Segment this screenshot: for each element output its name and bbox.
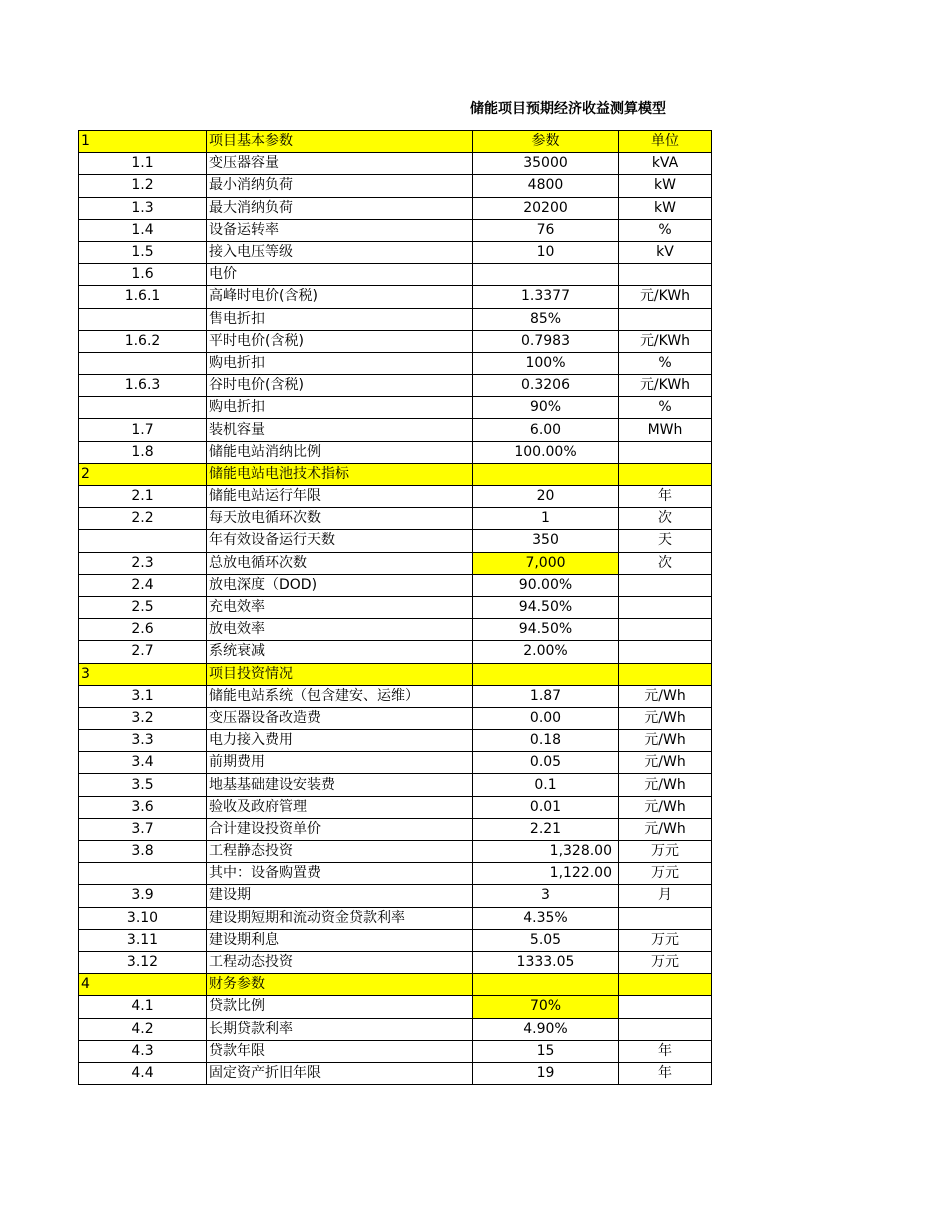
table-row	[79, 907, 712, 929]
cell-name[interactable]: 最大消纳负荷	[207, 197, 473, 219]
cell-number[interactable]	[79, 530, 207, 552]
section-blank	[473, 663, 619, 685]
cell-value[interactable]: 90%	[473, 397, 619, 419]
cell-name[interactable]: 贷款比例	[207, 996, 473, 1018]
table-row	[79, 330, 712, 352]
section-blank	[619, 463, 712, 485]
cell-unit[interactable]	[619, 574, 712, 596]
cell-number[interactable]: 3.1	[79, 685, 207, 707]
cell-number[interactable]: 1.5	[79, 241, 207, 263]
cell-value[interactable]: 19	[473, 1062, 619, 1084]
section-header-finance	[79, 974, 712, 996]
cell-unit[interactable]: 元/Wh	[619, 685, 712, 707]
section-title: 财务参数	[207, 974, 473, 996]
cell-unit[interactable]	[619, 1018, 712, 1040]
table-row	[79, 863, 712, 885]
cell-value[interactable]: 0.3206	[473, 375, 619, 397]
table-row	[79, 552, 712, 574]
economic-model-table	[78, 130, 712, 1085]
cell-number[interactable]: 4.1	[79, 996, 207, 1018]
cell-unit[interactable]: 次	[619, 552, 712, 574]
cell-unit[interactable]: 元/Wh	[619, 818, 712, 840]
section-blank	[619, 974, 712, 996]
cell-value[interactable]: 1	[473, 508, 619, 530]
cell-name[interactable]: 最小消纳负荷	[207, 175, 473, 197]
cell-name[interactable]: 谷时电价(含税)	[207, 375, 473, 397]
cell-value[interactable]: 1333.05	[473, 951, 619, 973]
table-row	[79, 1062, 712, 1084]
cell-name[interactable]: 变压器设备改造费	[207, 707, 473, 729]
cell-number[interactable]: 2.7	[79, 641, 207, 663]
table-row	[79, 375, 712, 397]
cell-unit[interactable]: 万元	[619, 951, 712, 973]
cell-unit[interactable]: 年	[619, 1040, 712, 1062]
table-row	[79, 730, 712, 752]
cell-number[interactable]: 3.12	[79, 951, 207, 973]
cell-value[interactable]: 4.35%	[473, 907, 619, 929]
cell-name[interactable]: 验收及政府管理	[207, 796, 473, 818]
section-number: 4	[79, 974, 207, 996]
table-row	[79, 641, 712, 663]
cell-number[interactable]	[79, 397, 207, 419]
cell-name[interactable]: 电价	[207, 264, 473, 286]
cell-value[interactable]: 94.50%	[473, 596, 619, 618]
table-row	[79, 241, 712, 263]
cell-unit[interactable]	[619, 907, 712, 929]
table-row	[79, 929, 712, 951]
cell-name[interactable]: 前期费用	[207, 752, 473, 774]
cell-number[interactable]: 3.6	[79, 796, 207, 818]
table-row	[79, 264, 712, 286]
cell-value[interactable]: 5.05	[473, 929, 619, 951]
cell-value[interactable]: 0.05	[473, 752, 619, 774]
cell-value[interactable]: 20	[473, 486, 619, 508]
cell-value[interactable]: 85%	[473, 308, 619, 330]
cell-value[interactable]: 6.00	[473, 419, 619, 441]
cell-number[interactable]: 3.2	[79, 707, 207, 729]
cell-value[interactable]: 4.90%	[473, 1018, 619, 1040]
cell-value[interactable]: 15	[473, 1040, 619, 1062]
cell-unit[interactable]: %	[619, 397, 712, 419]
page-title: 储能项目预期经济收益测算模型	[470, 101, 666, 117]
table-row	[79, 308, 712, 330]
cell-value[interactable]: 10	[473, 241, 619, 263]
cell-unit[interactable]: 元/Wh	[619, 796, 712, 818]
table-row	[79, 1040, 712, 1062]
table-row	[79, 707, 712, 729]
cell-number[interactable]	[79, 308, 207, 330]
section-number: 2	[79, 463, 207, 485]
table-row	[79, 752, 712, 774]
cell-name[interactable]: 其中：设备购置费	[207, 863, 473, 885]
cell-unit[interactable]: kVA	[619, 153, 712, 175]
cell-name[interactable]: 长期贷款利率	[207, 1018, 473, 1040]
cell-value[interactable]: 0.7983	[473, 330, 619, 352]
cell-value[interactable]: 3	[473, 885, 619, 907]
cell-value[interactable]: 0.1	[473, 774, 619, 796]
table-row	[79, 175, 712, 197]
section-title: 项目基本参数	[207, 131, 473, 153]
table-row	[79, 197, 712, 219]
cell-number[interactable]: 3.5	[79, 774, 207, 796]
cell-unit[interactable]: 月	[619, 885, 712, 907]
cell-unit[interactable]: 元/Wh	[619, 752, 712, 774]
table-row	[79, 574, 712, 596]
cell-name[interactable]: 建设期利息	[207, 929, 473, 951]
cell-number[interactable]: 1.4	[79, 219, 207, 241]
cell-name[interactable]: 购电折扣	[207, 352, 473, 374]
table-row	[79, 796, 712, 818]
table-row	[79, 951, 712, 973]
cell-value[interactable]: 1,122.00	[473, 863, 619, 885]
cell-unit[interactable]: 元/KWh	[619, 375, 712, 397]
cell-name[interactable]: 贷款年限	[207, 1040, 473, 1062]
cell-name[interactable]: 储能电站消纳比例	[207, 441, 473, 463]
cell-number[interactable]	[79, 863, 207, 885]
cell-name[interactable]: 合计建设投资单价	[207, 818, 473, 840]
cell-name[interactable]: 建设期	[207, 885, 473, 907]
cell-unit[interactable]: 万元	[619, 841, 712, 863]
cell-name[interactable]: 固定资产折旧年限	[207, 1062, 473, 1084]
cell-unit[interactable]	[619, 441, 712, 463]
table-row	[79, 685, 712, 707]
cell-name[interactable]: 平时电价(含税)	[207, 330, 473, 352]
cell-name[interactable]: 建设期短期和流动资金贷款利率	[207, 907, 473, 929]
cell-value[interactable]: 2.00%	[473, 641, 619, 663]
table-row	[79, 619, 712, 641]
column-header-unit: 单位	[619, 131, 712, 153]
cell-value[interactable]: 0.00	[473, 707, 619, 729]
cell-number[interactable]: 1.6.2	[79, 330, 207, 352]
table-row	[79, 486, 712, 508]
cell-number[interactable]: 2.6	[79, 619, 207, 641]
cell-unit[interactable]: kV	[619, 241, 712, 263]
cell-unit[interactable]: 万元	[619, 863, 712, 885]
cell-unit[interactable]: 元/KWh	[619, 286, 712, 308]
table-row	[79, 352, 712, 374]
cell-unit[interactable]: %	[619, 352, 712, 374]
table-row	[79, 818, 712, 840]
cell-number[interactable]: 1.8	[79, 441, 207, 463]
cell-name[interactable]: 每天放电循环次数	[207, 508, 473, 530]
cell-name[interactable]: 售电折扣	[207, 308, 473, 330]
section-blank	[473, 974, 619, 996]
table-row	[79, 419, 712, 441]
section-blank	[619, 663, 712, 685]
table-row	[79, 153, 712, 175]
cell-number[interactable]: 1.6.1	[79, 286, 207, 308]
cell-value[interactable]: 90.00%	[473, 574, 619, 596]
cell-value[interactable]: 0.18	[473, 730, 619, 752]
cell-unit[interactable]: 元/Wh	[619, 774, 712, 796]
table-row	[79, 841, 712, 863]
cell-name[interactable]: 总放电循环次数	[207, 552, 473, 574]
cell-number[interactable]: 4.2	[79, 1018, 207, 1040]
cell-number[interactable]: 3.3	[79, 730, 207, 752]
cell-value[interactable]: 1,328.00	[473, 841, 619, 863]
cell-value[interactable]: 94.50%	[473, 619, 619, 641]
cell-value[interactable]: 4800	[473, 175, 619, 197]
cell-unit[interactable]: MWh	[619, 419, 712, 441]
cell-number[interactable]: 2.3	[79, 552, 207, 574]
cell-number[interactable]: 4.3	[79, 1040, 207, 1062]
cell-number[interactable]: 2.2	[79, 508, 207, 530]
cell-name[interactable]: 放电效率	[207, 619, 473, 641]
cell-unit[interactable]: 元/Wh	[619, 730, 712, 752]
cell-number[interactable]: 1.2	[79, 175, 207, 197]
cell-number[interactable]: 3.10	[79, 907, 207, 929]
table-row	[79, 286, 712, 308]
cell-unit[interactable]	[619, 641, 712, 663]
cell-value[interactable]: 100%	[473, 352, 619, 374]
cell-number[interactable]: 2.1	[79, 486, 207, 508]
cell-name[interactable]: 地基基础建设安装费	[207, 774, 473, 796]
table-row	[79, 530, 712, 552]
cell-name[interactable]: 高峰时电价(含税)	[207, 286, 473, 308]
cell-number[interactable]: 2.4	[79, 574, 207, 596]
cell-unit[interactable]	[619, 619, 712, 641]
cell-number[interactable]: 1.1	[79, 153, 207, 175]
cell-unit[interactable]: 天	[619, 530, 712, 552]
cell-value[interactable]: 0.01	[473, 796, 619, 818]
cell-name[interactable]: 接入电压等级	[207, 241, 473, 263]
cell-number[interactable]: 1.3	[79, 197, 207, 219]
cell-unit[interactable]: 年	[619, 1062, 712, 1084]
column-header-value: 参数	[473, 131, 619, 153]
table-row	[79, 774, 712, 796]
cell-name[interactable]: 装机容量	[207, 419, 473, 441]
cell-unit[interactable]	[619, 308, 712, 330]
cell-unit[interactable]: kW	[619, 175, 712, 197]
cell-unit[interactable]: 次	[619, 508, 712, 530]
section-header-battery-specs	[79, 463, 712, 485]
cell-unit[interactable]: 元/KWh	[619, 330, 712, 352]
section-number: 1	[79, 131, 207, 153]
cell-number[interactable]	[79, 352, 207, 374]
cell-name[interactable]: 年有效设备运行天数	[207, 530, 473, 552]
table-row	[79, 219, 712, 241]
cell-number[interactable]: 4.4	[79, 1062, 207, 1084]
table-row	[79, 996, 712, 1018]
section-header-investment	[79, 663, 712, 685]
cell-number[interactable]: 1.7	[79, 419, 207, 441]
cell-value[interactable]	[473, 264, 619, 286]
cell-number[interactable]: 1.6	[79, 264, 207, 286]
section-title: 储能电站电池技术指标	[207, 463, 473, 485]
cell-name[interactable]: 工程静态投资	[207, 841, 473, 863]
table-row	[79, 885, 712, 907]
section-header-basic-params	[79, 131, 712, 153]
table-row	[79, 508, 712, 530]
cell-name[interactable]: 放电深度（DOD)	[207, 574, 473, 596]
cell-value[interactable]: 2.21	[473, 818, 619, 840]
cell-name[interactable]: 充电效率	[207, 596, 473, 618]
table-row	[79, 441, 712, 463]
section-blank	[473, 463, 619, 485]
cell-unit[interactable]: 万元	[619, 929, 712, 951]
cell-number[interactable]: 3.7	[79, 818, 207, 840]
cell-unit[interactable]	[619, 996, 712, 1018]
cell-value[interactable]: 100.00%	[473, 441, 619, 463]
cell-number[interactable]: 3.4	[79, 752, 207, 774]
cell-name[interactable]: 购电折扣	[207, 397, 473, 419]
cell-unit[interactable]: %	[619, 219, 712, 241]
cell-name[interactable]: 储能电站运行年限	[207, 486, 473, 508]
cell-number[interactable]: 3.11	[79, 929, 207, 951]
cell-name[interactable]: 变压器容量	[207, 153, 473, 175]
section-number: 3	[79, 663, 207, 685]
cell-value[interactable]: 76	[473, 219, 619, 241]
cell-value[interactable]: 35000	[473, 153, 619, 175]
cell-value[interactable]: 1.3377	[473, 286, 619, 308]
section-title: 项目投资情况	[207, 663, 473, 685]
cell-unit[interactable]: 元/Wh	[619, 707, 712, 729]
cell-name[interactable]: 设备运转率	[207, 219, 473, 241]
cell-unit[interactable]: kW	[619, 197, 712, 219]
table-row	[79, 1018, 712, 1040]
cell-unit[interactable]	[619, 264, 712, 286]
table-row	[79, 596, 712, 618]
cell-name[interactable]: 系统衰减	[207, 641, 473, 663]
cell-value[interactable]: 20200	[473, 197, 619, 219]
table-row	[79, 397, 712, 419]
cell-value[interactable]: 350	[473, 530, 619, 552]
cell-number[interactable]: 3.9	[79, 885, 207, 907]
cell-unit[interactable]: 年	[619, 486, 712, 508]
cell-name[interactable]: 储能电站系统（包含建安、运维）	[207, 685, 473, 707]
cell-name[interactable]: 电力接入费用	[207, 730, 473, 752]
cell-number[interactable]: 3.8	[79, 841, 207, 863]
cell-unit[interactable]	[619, 596, 712, 618]
cell-value-highlighted[interactable]: 7,000	[473, 552, 619, 574]
cell-value-highlighted[interactable]: 70%	[473, 996, 619, 1018]
cell-number[interactable]: 2.5	[79, 596, 207, 618]
cell-name[interactable]: 工程动态投资	[207, 951, 473, 973]
cell-value[interactable]: 1.87	[473, 685, 619, 707]
cell-number[interactable]: 1.6.3	[79, 375, 207, 397]
